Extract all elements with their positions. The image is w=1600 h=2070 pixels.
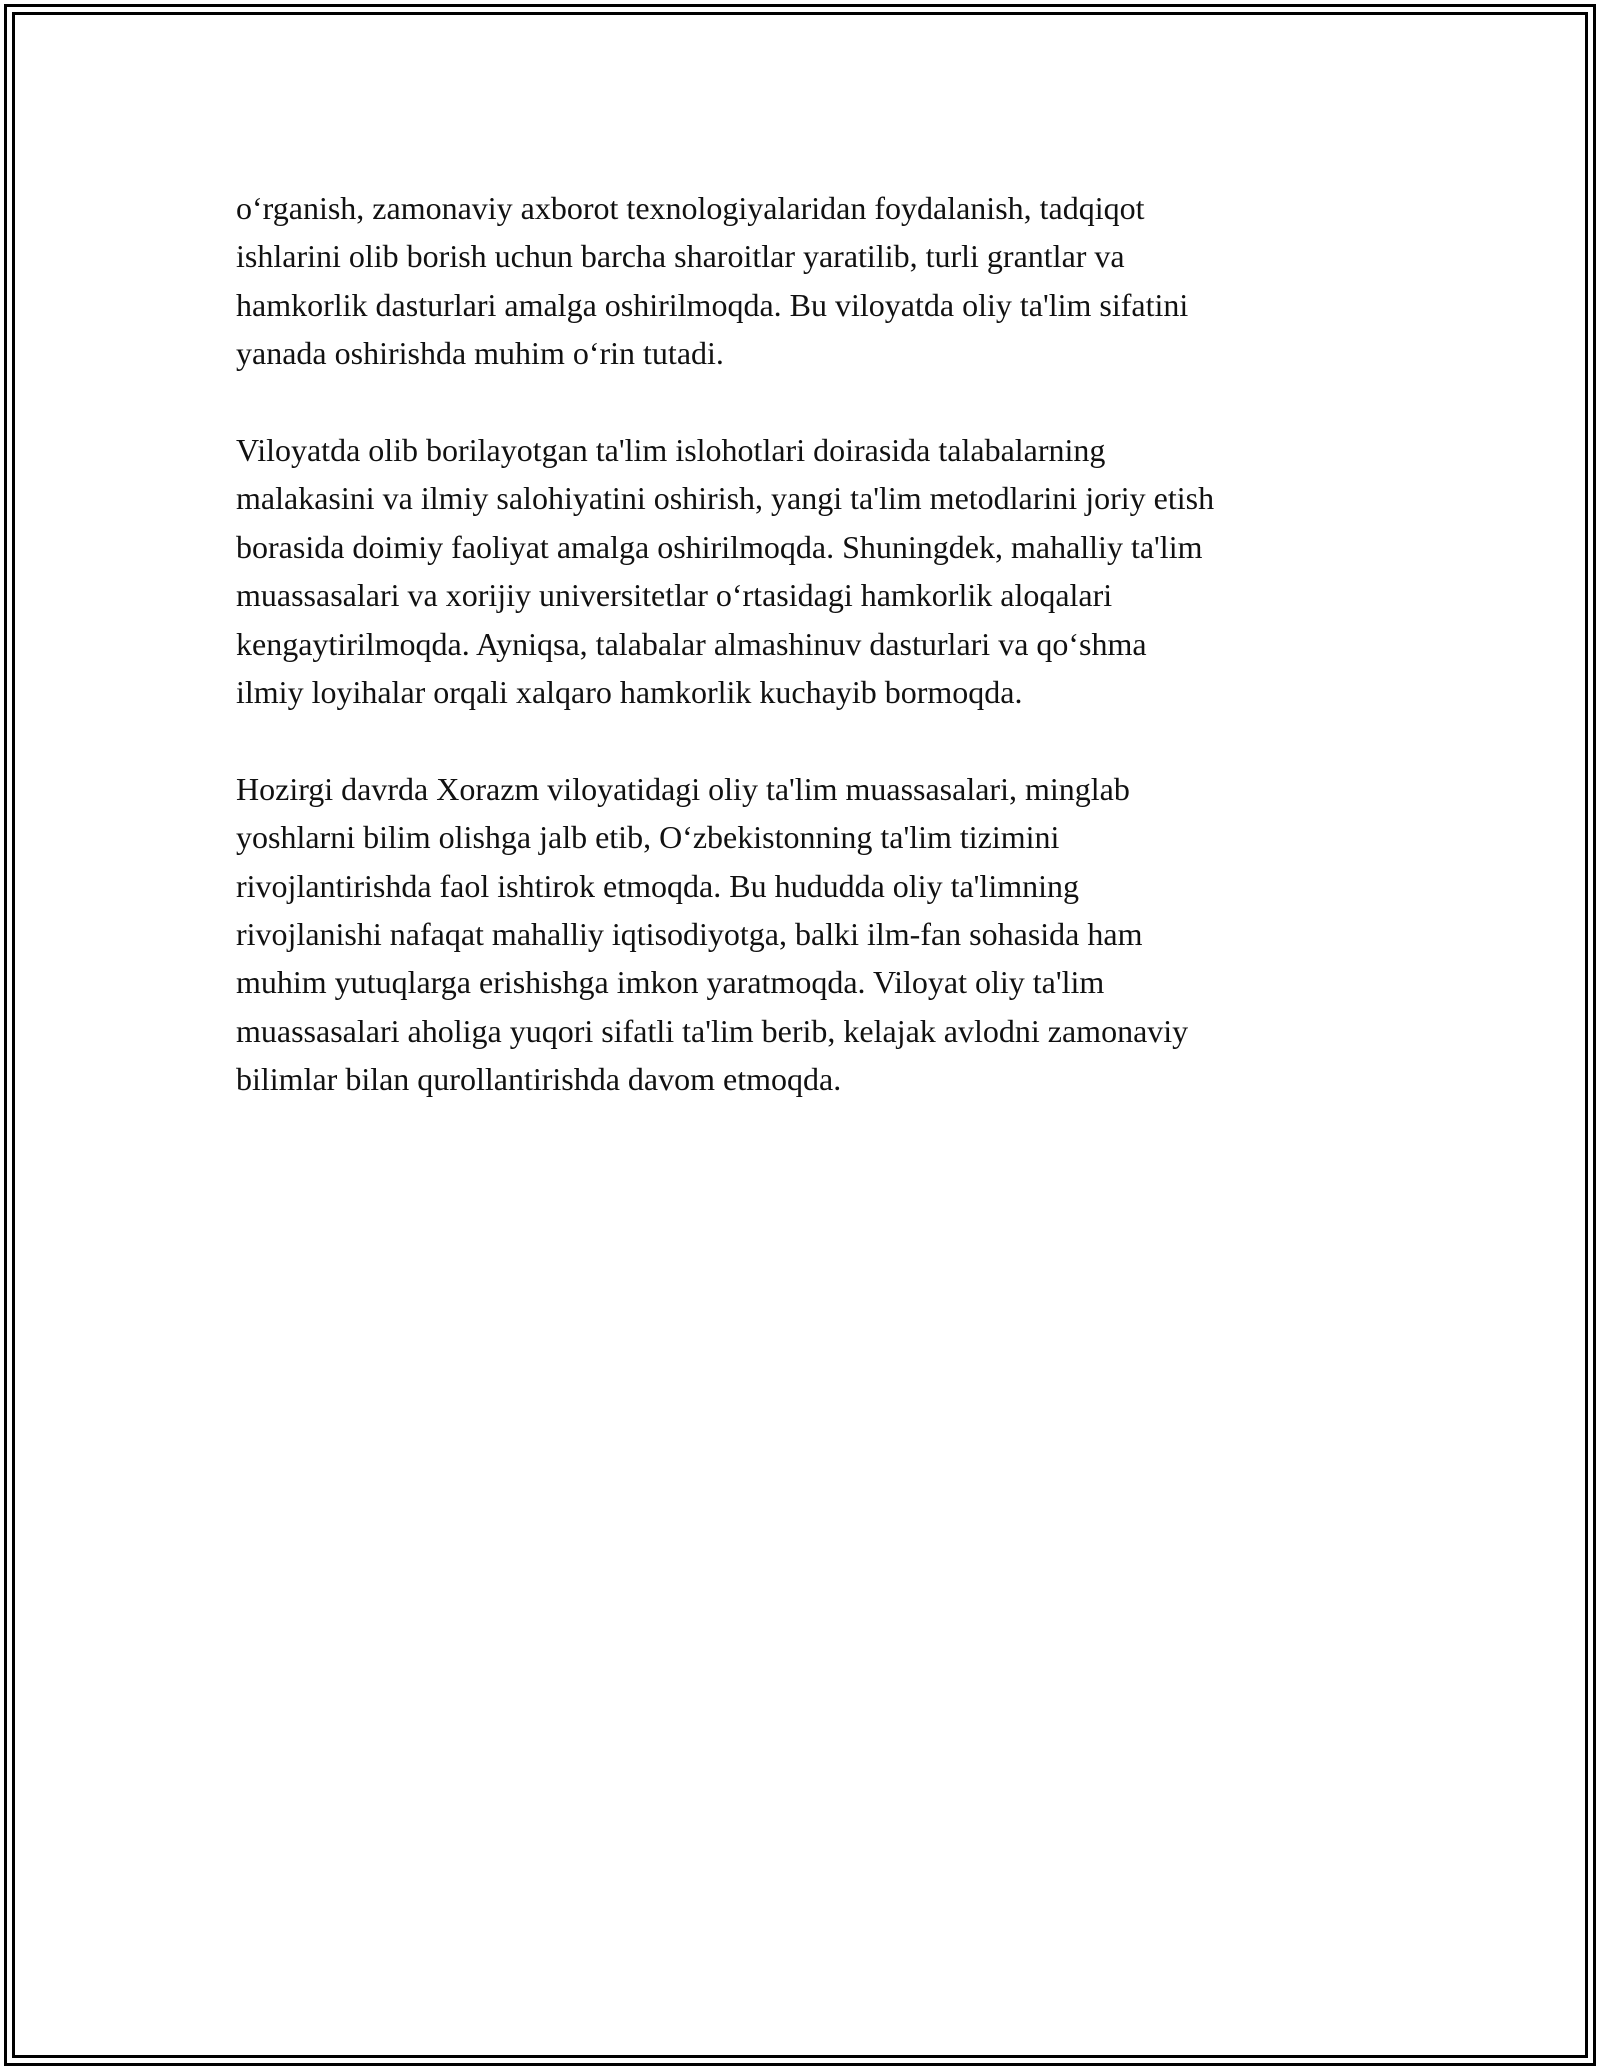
document-body bbox=[236, 184, 1366, 1152]
paragraph-2: Viloyatda olib borilayotgan ta'lim islohotlari doirasida talabalarning malakasini va ilmiy salohiyatini oshirish, yangi ta'lim metodlarini joriy etish borasida doimiy faoliyat amalga oshirilmoqda. Shuningdek, mahalliy ta'lim muassasalari va xorijiy universitetlar o‘rtasidagi hamkorlik aloqalari kengaytirilmoqda. Ayniqsa, talabalar almashinuv dasturlari va qo‘shma ilmiy loyihalar orqali xalqaro hamkorlik kuchayib bormoqda. bbox=[236, 432, 1215, 711]
paragraph-1: o‘rganish, zamonaviy axborot texnologiyalaridan foydalanish, tadqiqot ishlarini olib borish uchun barcha sharoitlar yaratilib, turli grantlar va hamkorlik dasturlari amalga oshirilmoqda. Bu viloyatda oliy ta'lim sifatini yanada oshirishda muhim o‘rin tutadi. bbox=[236, 190, 1189, 372]
paragraph-3: Hozirgi davrda Xorazm viloyatidagi oliy ta'lim muassasalari, minglab yoshlarni bilim olishga jalb etib, O‘zbekistonning ta'lim tizimini rivojlantirishda faol ishtirok etmoqda. Bu hududda oliy ta'limning rivojlanishi nafaqat mahalliy iqtisodiyotga, balki ilm-fan sohasida ham muhim yutuqlarga erishishga imkon yaratmoqda. Viloyat oliy ta'lim muassasalari aholiga yuqori sifatli ta'lim berib, kelajak avlodni zamonaviy bilimlar bilan qurollantirishda davom etmoqda. bbox=[236, 770, 1189, 1098]
